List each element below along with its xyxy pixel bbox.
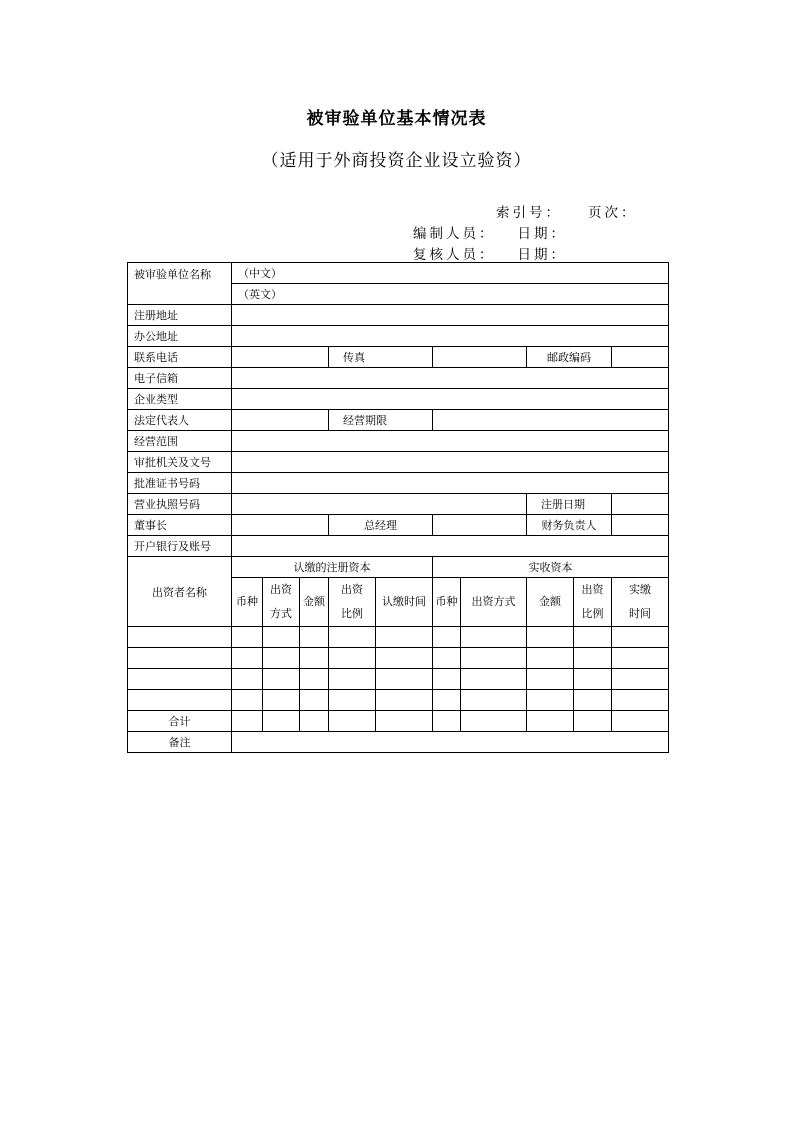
table-row xyxy=(128,452,669,473)
reg-date-field[interactable] xyxy=(612,494,669,515)
investor-cell[interactable] xyxy=(128,690,232,711)
remarks-field[interactable] xyxy=(232,732,669,753)
investor-cell[interactable] xyxy=(263,648,300,669)
investor-cell[interactable] xyxy=(263,627,300,648)
col-ratio2-line1: 出资 xyxy=(581,583,604,596)
total-cell[interactable] xyxy=(232,711,263,732)
investor-cell[interactable] xyxy=(433,690,461,711)
col-amount2: 金额 xyxy=(527,578,574,627)
investor-cell[interactable] xyxy=(461,690,527,711)
investor-cell[interactable] xyxy=(612,690,669,711)
approval-cert-label: 批准证书号码 xyxy=(128,473,232,494)
table-row xyxy=(128,368,669,389)
table-row xyxy=(128,305,669,326)
col-method2: 出资方式 xyxy=(461,578,527,627)
form-title: 被审验单位基本情况表 xyxy=(306,109,487,129)
company-type-field[interactable] xyxy=(232,389,669,410)
investor-cell[interactable] xyxy=(612,669,669,690)
table-row xyxy=(128,389,669,410)
total-cell[interactable] xyxy=(612,711,669,732)
investor-cell[interactable] xyxy=(300,648,329,669)
page-no-label: 页次： xyxy=(588,205,638,221)
total-cell[interactable] xyxy=(329,711,376,732)
investor-cell[interactable] xyxy=(527,669,574,690)
reg-address-label: 注册地址 xyxy=(128,305,232,326)
total-cell[interactable] xyxy=(263,711,300,732)
prepared-by-label: 编制人员： xyxy=(413,226,496,242)
investor-cell[interactable] xyxy=(433,627,461,648)
phone-field[interactable] xyxy=(232,347,329,368)
total-cell[interactable] xyxy=(461,711,527,732)
business-scope-field[interactable] xyxy=(232,431,669,452)
investor-cell[interactable] xyxy=(376,648,433,669)
table-row xyxy=(128,515,669,536)
table-row xyxy=(128,410,669,431)
investor-cell[interactable] xyxy=(329,648,376,669)
investor-cell[interactable] xyxy=(574,690,612,711)
col-paid-time-line1: 实缴 xyxy=(629,583,652,596)
general-manager-label: 总经理 xyxy=(329,515,433,536)
investor-cell[interactable] xyxy=(376,669,433,690)
chairman-field[interactable] xyxy=(232,515,329,536)
col-ratio2 xyxy=(574,578,612,627)
company-name-label: 被审验单位名称 xyxy=(128,263,232,305)
chairman-label: 董事长 xyxy=(128,515,232,536)
investor-cell[interactable] xyxy=(300,669,329,690)
company-name-cn-field[interactable]: （中文） xyxy=(232,263,669,284)
investor-cell[interactable] xyxy=(128,648,232,669)
investor-row xyxy=(128,627,669,648)
email-field[interactable] xyxy=(232,368,669,389)
subscribed-capital-header: 认缴的注册资本 xyxy=(232,557,433,578)
remarks-label: 备注 xyxy=(128,732,232,753)
total-row xyxy=(128,711,669,732)
col-paid-time xyxy=(612,578,669,627)
investor-cell[interactable] xyxy=(574,669,612,690)
total-cell[interactable] xyxy=(300,711,329,732)
investor-cell[interactable] xyxy=(461,627,527,648)
investor-cell[interactable] xyxy=(128,669,232,690)
approval-cert-field[interactable] xyxy=(232,473,669,494)
investor-cell[interactable] xyxy=(612,627,669,648)
investor-cell[interactable] xyxy=(376,627,433,648)
table-row xyxy=(128,536,669,557)
investor-cell[interactable] xyxy=(527,627,574,648)
investor-cell[interactable] xyxy=(433,669,461,690)
total-cell[interactable] xyxy=(376,711,433,732)
investor-cell[interactable] xyxy=(376,690,433,711)
table-row xyxy=(128,347,669,368)
approval-authority-label: 审批机关及文号 xyxy=(128,452,232,473)
table-row xyxy=(128,431,669,452)
investor-row xyxy=(128,669,669,690)
email-label: 电子信箱 xyxy=(128,368,232,389)
postcode-field[interactable] xyxy=(612,347,669,368)
remarks-row xyxy=(128,732,669,753)
table-row xyxy=(128,326,669,347)
total-label: 合计 xyxy=(128,711,232,732)
investor-cell[interactable] xyxy=(263,690,300,711)
investor-cell[interactable] xyxy=(461,648,527,669)
investor-cell[interactable] xyxy=(433,648,461,669)
investor-cell[interactable] xyxy=(329,690,376,711)
col-ratio2-line2: 比例 xyxy=(581,607,604,620)
finance-head-label: 财务负责人 xyxy=(527,515,612,536)
investor-cell[interactable] xyxy=(329,627,376,648)
business-scope-label: 经营范围 xyxy=(128,431,232,452)
operating-period-field[interactable] xyxy=(433,410,669,431)
investor-cell[interactable] xyxy=(329,669,376,690)
legal-rep-field[interactable] xyxy=(232,410,329,431)
col-ratio xyxy=(329,578,376,627)
total-cell[interactable] xyxy=(574,711,612,732)
table-row xyxy=(128,473,669,494)
col-currency: 币种 xyxy=(232,578,263,627)
col-method-line2: 方式 xyxy=(270,607,292,620)
prepared-line xyxy=(413,222,567,242)
investor-cell[interactable] xyxy=(527,648,574,669)
investor-cell[interactable] xyxy=(527,690,574,711)
col-method-line1: 出资 xyxy=(270,583,292,596)
table-row xyxy=(128,263,669,284)
total-cell[interactable] xyxy=(527,711,574,732)
col-ratio-line2: 比例 xyxy=(341,607,363,620)
investor-cell[interactable] xyxy=(300,627,329,648)
col-currency2: 币种 xyxy=(433,578,461,627)
phone-label: 联系电话 xyxy=(128,347,232,368)
investor-cell[interactable] xyxy=(574,627,612,648)
investor-cell[interactable] xyxy=(574,648,612,669)
paid-in-capital-header: 实收资本 xyxy=(433,557,669,578)
investor-cell[interactable] xyxy=(300,690,329,711)
reviewed-line xyxy=(413,243,567,263)
form-subtitle: （适用于外商投资企业设立验资） xyxy=(261,151,532,171)
postcode-label: 邮政编码 xyxy=(527,347,612,368)
col-amount: 金额 xyxy=(300,578,329,627)
reg-address-field[interactable] xyxy=(232,305,669,326)
reg-date-label: 注册日期 xyxy=(527,494,612,515)
table-row xyxy=(128,494,669,515)
investor-cell[interactable] xyxy=(232,669,263,690)
investor-cell[interactable] xyxy=(232,627,263,648)
investor-row xyxy=(128,690,669,711)
investor-cell[interactable] xyxy=(232,690,263,711)
investor-row xyxy=(128,648,669,669)
office-address-field[interactable] xyxy=(232,326,669,347)
investor-cell[interactable] xyxy=(461,669,527,690)
company-type-label: 企业类型 xyxy=(128,389,232,410)
reviewed-by-label: 复核人员： xyxy=(413,247,496,263)
total-cell[interactable] xyxy=(433,711,461,732)
bank-account-label: 开户银行及账号 xyxy=(128,536,232,557)
license-no-field[interactable] xyxy=(232,494,527,515)
general-manager-field[interactable] xyxy=(433,515,527,536)
investor-cell[interactable] xyxy=(128,627,232,648)
reviewed-date-label: 日期： xyxy=(517,247,567,263)
investor-name-label: 出资者名称 xyxy=(128,557,232,627)
table-row xyxy=(128,557,669,578)
company-name-en-field[interactable]: （英文） xyxy=(232,284,669,305)
operating-period-label: 经营期限 xyxy=(329,410,433,431)
investor-cell[interactable] xyxy=(263,669,300,690)
fax-field[interactable] xyxy=(433,347,527,368)
bank-account-field[interactable] xyxy=(232,536,669,557)
basic-info-table xyxy=(127,262,669,753)
investor-cell[interactable] xyxy=(232,648,263,669)
col-method xyxy=(263,578,300,627)
fax-label: 传真 xyxy=(329,347,433,368)
col-ratio-line1: 出资 xyxy=(341,583,363,596)
prepared-date-label: 日期： xyxy=(517,226,567,242)
col-paid-time-line2: 时间 xyxy=(629,607,652,620)
approval-authority-field[interactable] xyxy=(232,452,669,473)
finance-head-field[interactable] xyxy=(612,515,669,536)
license-no-label: 营业执照号码 xyxy=(128,494,232,515)
office-address-label: 办公地址 xyxy=(128,326,232,347)
index-page-line xyxy=(496,201,638,221)
index-no-label: 索引号： xyxy=(496,205,562,221)
legal-rep-label: 法定代表人 xyxy=(128,410,232,431)
investor-cell[interactable] xyxy=(612,648,669,669)
col-subscribe-time: 认缴时间 xyxy=(376,578,433,627)
